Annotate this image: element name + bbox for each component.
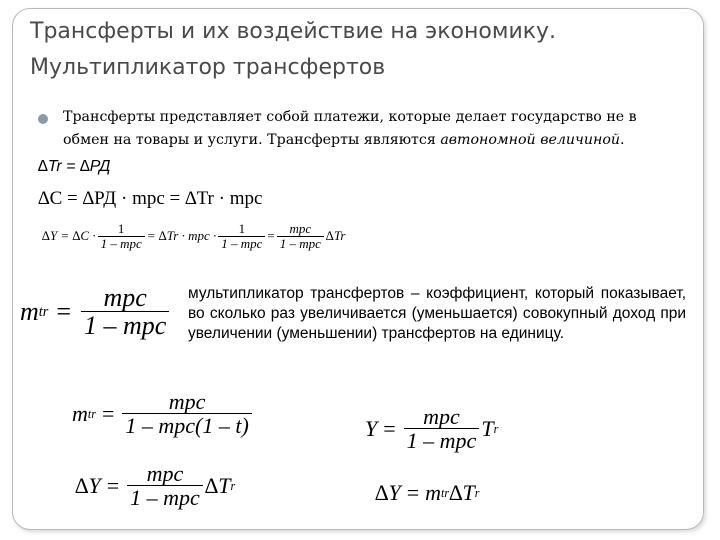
- y-num: mpc: [423, 404, 460, 429]
- dym-equals: =: [406, 480, 420, 505]
- dym-sub-tr: tr: [441, 485, 450, 500]
- slide-title: Трансферты и их воздействие на экономику. Мультипликатор трансфертов: [30, 19, 557, 80]
- f2-frac3-den: 1 – mpc: [277, 236, 324, 251]
- multt-equals: =: [101, 401, 115, 427]
- y-sub-r: r: [493, 421, 499, 436]
- f2-end: ∆Tr: [325, 228, 346, 244]
- dym-lhs: ∆Y: [375, 480, 401, 505]
- dym-m: m: [425, 480, 442, 505]
- f2-equals: =: [267, 228, 275, 244]
- f2-fraction-2: [218, 222, 265, 251]
- formula-income-change-total: [75, 462, 235, 510]
- f2-frac3-num: mpc: [289, 221, 312, 236]
- dym-dT: ∆T: [449, 480, 475, 505]
- dy-num: mpc: [146, 461, 184, 486]
- formula-income-change: [42, 222, 345, 251]
- dy-den: 1 – mpc: [127, 485, 203, 510]
- f2-mid: = ∆Tr · mpc ·: [146, 228, 217, 244]
- dy-dT: ∆T: [204, 473, 231, 499]
- y-fraction: [404, 405, 480, 453]
- y-den: 1 – mpc: [404, 428, 480, 453]
- bullet-marker: [38, 114, 48, 124]
- multt-num: mpc: [168, 389, 206, 414]
- bullet-text: [63, 106, 673, 152]
- f2-fraction-3: [277, 222, 324, 251]
- dy-lhs: ∆Y: [75, 473, 101, 499]
- formula-multiplier-with-tax: [72, 390, 254, 438]
- f2-frac1-den: 1 – mpc: [98, 236, 145, 251]
- multiplier-definition: мультипликатор трансфертов – коэффициент, который показывает, во сколько раз увеличивается (уменьшается) совокупный доход при увеличении (уменьшении) трансфертов на единицу.: [188, 285, 686, 342]
- bullet-text-italic: автономной величиной: [440, 132, 621, 148]
- multt-m: m: [72, 401, 88, 427]
- formula-income-change-multiplier: [375, 480, 480, 506]
- y-equals: =: [383, 416, 396, 442]
- mult-den: 1 – mpc: [81, 311, 169, 341]
- f2-frac2-num: 1: [238, 221, 246, 236]
- dym-sub-r: r: [474, 485, 480, 500]
- mult-m: m: [20, 297, 39, 327]
- formula-transfer-multiplier: [20, 284, 171, 341]
- multt-fraction: [122, 390, 251, 438]
- multt-sub-tr: tr: [87, 406, 96, 421]
- y-lhs: Y: [365, 416, 378, 442]
- bullet-text-main: Трансферты представляет собой платежи, которые делает государство не в обмен на товары и услуги. Трансферты являются: [63, 109, 637, 148]
- formula-income: [365, 405, 498, 453]
- bullet-text-end: .: [620, 132, 625, 148]
- dy-equals: =: [106, 473, 120, 499]
- transfer-equality: ∆Tr = ∆РД: [38, 158, 111, 175]
- f2-fraction-1: [98, 222, 145, 251]
- formula-consumption-change: ∆C = ∆РД · mpc = ∆Tr · mpc: [38, 188, 263, 209]
- dy-fraction: [127, 462, 203, 510]
- y-T: T: [481, 416, 494, 442]
- f2-frac1-num: 1: [117, 221, 125, 236]
- f2-frac2-den: 1 – mpc: [218, 236, 265, 251]
- multt-den: 1 – mpc(1 – t): [122, 413, 251, 438]
- dy-sub-r: r: [230, 478, 236, 493]
- mult-sub-tr: tr: [38, 303, 49, 320]
- slide-frame: [12, 8, 704, 530]
- mult-equals: =: [56, 297, 71, 327]
- f2-lhs: ∆Y = ∆C ·: [42, 228, 96, 244]
- mult-num: mpc: [103, 283, 147, 312]
- mult-fraction: [81, 284, 169, 341]
